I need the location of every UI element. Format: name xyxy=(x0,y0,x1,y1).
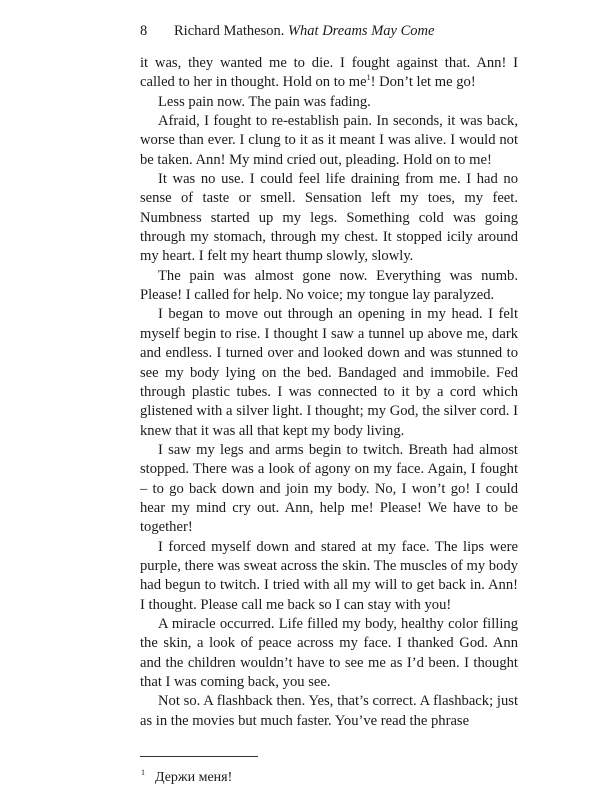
running-header xyxy=(140,22,518,40)
paragraph: Not so. A flashback then. Yes, that’s correct. A flashback; just as in the movies but much faster. You’ve read the phrase xyxy=(140,693,518,729)
paragraph: A miracle occurred. Life filled my body, healthy color filling the skin, a look of peace across my face. I thanked God. Ann and the children wouldn’t have to see me as I’d been. I thought that I was coming back, you see. xyxy=(140,615,518,690)
page-number: 8 xyxy=(140,23,148,39)
paragraph xyxy=(140,54,518,93)
footnote-marker: 1 xyxy=(141,768,145,778)
author-name: Richard Matheson. xyxy=(174,23,285,39)
paragraph: It was no use. I could feel life draining from me. I had no sense of taste or smell. Sensation left my toes, my feet. Numbness started up my legs. Something cold was going through my stomach, through my chest. It stopped icily around my heart. I felt my heart thump slowly, slowly. xyxy=(140,171,518,265)
paragraph: Afraid, I fought to re-establish pain. In seconds, it was back, worse than ever. I clung to it as it meant I was alive. I would not be taken. Ann! My mind cried out, pleading. Hold on to me! xyxy=(140,113,518,168)
paragraph: Less pain now. The pain was fading. xyxy=(158,93,371,110)
body-text xyxy=(140,54,518,731)
book-title: What Dreams May Come xyxy=(287,23,435,39)
footnote xyxy=(140,769,518,787)
footnote-divider xyxy=(140,756,258,757)
paragraph: I saw my legs and arms begin to twitch. Breath had almost stopped. There was a look of agony on my face. Again, I fought – to go back down and join my body. No, I won’t go! I could hear my mind cry out. Ann, help me! Please! We have to be together! xyxy=(140,441,518,536)
paragraph: I began to move out through an opening in my head. I felt myself begin to rise. I thought I saw a tunnel up above me, dark and endless. I turned over and looked down and was stunned to see my body lying on the bed. Bandaged and immobile. Fed through plastic tubes. I was connected to it by a cord which glistened with a silver light. I thought; my God, the silver cord. I knew that it was all that kept my body living. xyxy=(140,306,518,439)
footnote-reference: 1 xyxy=(366,73,371,83)
paragraph: I forced myself down and stared at my face. The lips were purple, there was sweat across the skin. The muscles of my body had begun to twitch. I tried with all my will to get back in. Ann! I thought. Please call me back so I can stay with you! xyxy=(140,538,518,613)
paragraph-text: ! Don’t let me go! xyxy=(370,74,476,91)
paragraph-text: it was, they wanted me to die. I fought against that. Ann! I called to her in thought. Hold on to me xyxy=(140,55,518,91)
running-head xyxy=(174,22,434,40)
paragraph: The pain was almost gone now. Everything was numb. Please! I called for help. No voice; my tongue lay paralyzed. xyxy=(140,267,518,304)
footnote-text: Держи меня! xyxy=(155,770,233,786)
book-page xyxy=(140,22,518,787)
